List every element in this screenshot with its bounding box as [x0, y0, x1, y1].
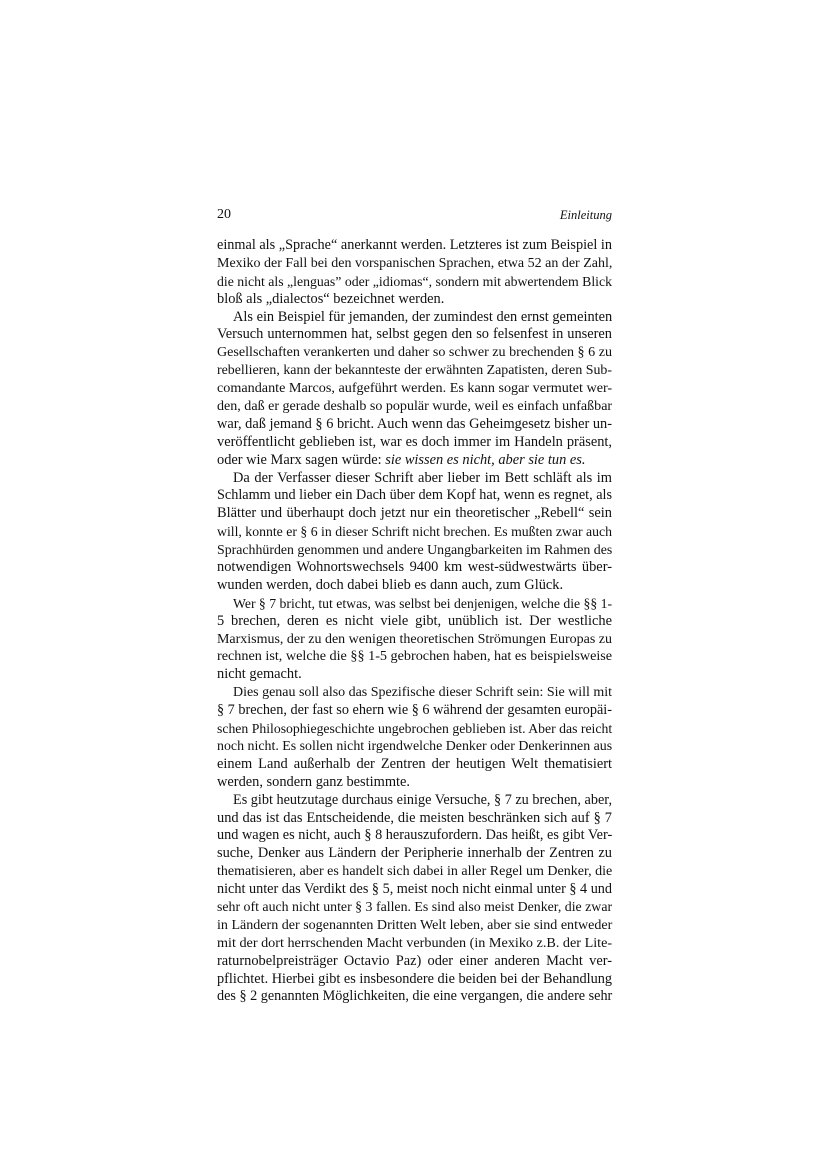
text-line: mit der dort herrschenden Macht verbunden (in Mexiko z.B. der Lite-: [217, 934, 613, 951]
text-line: Blätter und überhaupt doch jetzt nur ein theoretischer „Rebell“ sein: [217, 505, 612, 522]
text-line: oder wie Marx sagen würde: sie wissen es nicht, aber sie tun es.: [217, 451, 586, 468]
paragraph-first-line: Wer § 7 bricht, tut etwas, was selbst bei denjenigen, welche die §§ 1-: [233, 595, 613, 611]
text-line: suche, Denker aus Ländern der Peripherie innerhalb der Zentren zu: [217, 845, 612, 862]
paragraph-first-line: Da der Verfasser dieser Schrift aber lieber im Bett schläft als im: [233, 469, 612, 486]
body-text: [217, 237, 612, 1006]
text-line: nicht gemacht.: [217, 666, 302, 683]
text-line: war, daß jemand § 6 bricht. Auch wenn das Geheimgesetz bisher un-: [217, 415, 613, 432]
text-line: veröffentlicht geblieben ist, war es doch immer im Handeln präsent,: [217, 433, 612, 450]
text-line: noch nicht. Es sollen nicht irgendwelche Denker oder Denkerinnen aus: [217, 738, 613, 754]
text-line: in Ländern der sogenannten Dritten Welt leben, aber sie sind entweder: [217, 916, 613, 933]
text-line: Schlamm und lieber ein Dach über dem Kopf hat, wenn es regnet, als: [217, 487, 612, 504]
text-line: Marxismus, der zu den wenigen theoretischen Strömungen Europas zu: [217, 631, 612, 647]
page-number: 20: [217, 207, 231, 222]
paragraph-first-line: Dies genau soll also das Spezifische dieser Schrift sein: Sie will mit: [233, 685, 613, 701]
paragraph-first-line: Es gibt heutzutage durchaus einige Versuche, § 7 zu brechen, aber,: [233, 791, 613, 808]
text-line: Mexiko der Fall bei den vorspanischen Sprachen, etwa 52 an der Zahl,: [217, 255, 613, 271]
text-line: rechnen ist, welche die §§ 1-5 gebrochen haben, hat es beispielsweise: [217, 648, 613, 665]
text-line: einmal als „Sprache“ anerkannt werden. Letzteres ist zum Beispiel in: [217, 237, 612, 253]
text-line: nicht unter das Verdikt des § 5, meist noch nicht einmal unter § 4 und: [217, 881, 613, 898]
paragraph-first-line: Als ein Beispiel für jemanden, der zumindest den ernst gemeinten: [233, 308, 613, 325]
text-line: thematisieren, aber es handelt sich dabei in aller Regel um Denker, die: [217, 864, 613, 880]
text-line: die nicht als „lenguas” oder „idiomas“, sondern mit abwertendem Blick: [217, 273, 612, 289]
text-line: werden, sondern ganz bestimmte.: [217, 773, 411, 790]
text-line: wunden werden, doch dabei blieb es dann auch, zum Glück.: [217, 576, 564, 593]
text-line: pflichtet. Hierbei gibt es insbesondere die beiden bei der Behandlung: [217, 970, 612, 987]
text-line: Sprachhürden genommen und andere Ungangbarkeiten im Rahmen des: [217, 542, 613, 558]
text-line: 5 brechen, deren es nicht viele gibt, unüblich ist. Der westliche: [217, 612, 612, 629]
text-line: und das ist das Entscheidende, die meisten beschränken sich auf § 7: [217, 809, 612, 826]
text-line: Versuch unternommen hat, selbst gegen den so felsenfest in unseren: [217, 326, 612, 343]
text-line: raturnobelpreisträger Octavio Paz) oder einer anderen Macht ver-: [217, 952, 612, 969]
text-line: des § 2 genannten Möglichkeiten, die eine vergangen, die andere sehr: [217, 988, 613, 1005]
text-line: und wagen es nicht, auch § 8 herauszufordern. Das heißt, es gibt Ver-: [217, 827, 613, 844]
italic-quote: sie wissen es nicht, aber sie tun es.: [385, 451, 586, 468]
running-head: Einleitung: [559, 208, 612, 222]
text-line: § 7 brechen, der fast so ehern wie § 6 während der gesamten europäi-: [217, 702, 612, 719]
text-line: rebellieren, kann der bekannteste der erwähnten Zapatisten, deren Sub-: [217, 363, 612, 379]
page-header: [217, 207, 612, 225]
text-line: notwendigen Wohnortswechsels 9400 km west-südwestwärts über-: [217, 559, 612, 576]
text-line: Gesellschaften verankerten und daher so schwer zu brechenden § 6 zu: [217, 344, 612, 361]
text-line: schen Philosophiegeschichte ungebrochen geblieben ist. Aber das reicht: [217, 721, 613, 737]
text-line: bloß als „dialectos“ bezeichnet werden.: [217, 290, 445, 307]
text-line: sehr oft auch nicht unter § 3 fallen. Es sind also meist Denker, die zwar: [217, 899, 613, 915]
text-line: will, konnte er § 6 in dieser Schrift nicht brechen. Es mußten zwar auch: [217, 524, 612, 540]
text-line: einem Land außerhalb der Zentren der heutigen Welt thematisiert: [217, 755, 612, 772]
text-line: den, daß er gerade deshalb so populär wurde, weil es einfach unfaßbar: [217, 398, 613, 415]
text-line: comandante Marcos, aufgeführt werden. Es kann sogar vermutet wer-: [217, 380, 613, 397]
